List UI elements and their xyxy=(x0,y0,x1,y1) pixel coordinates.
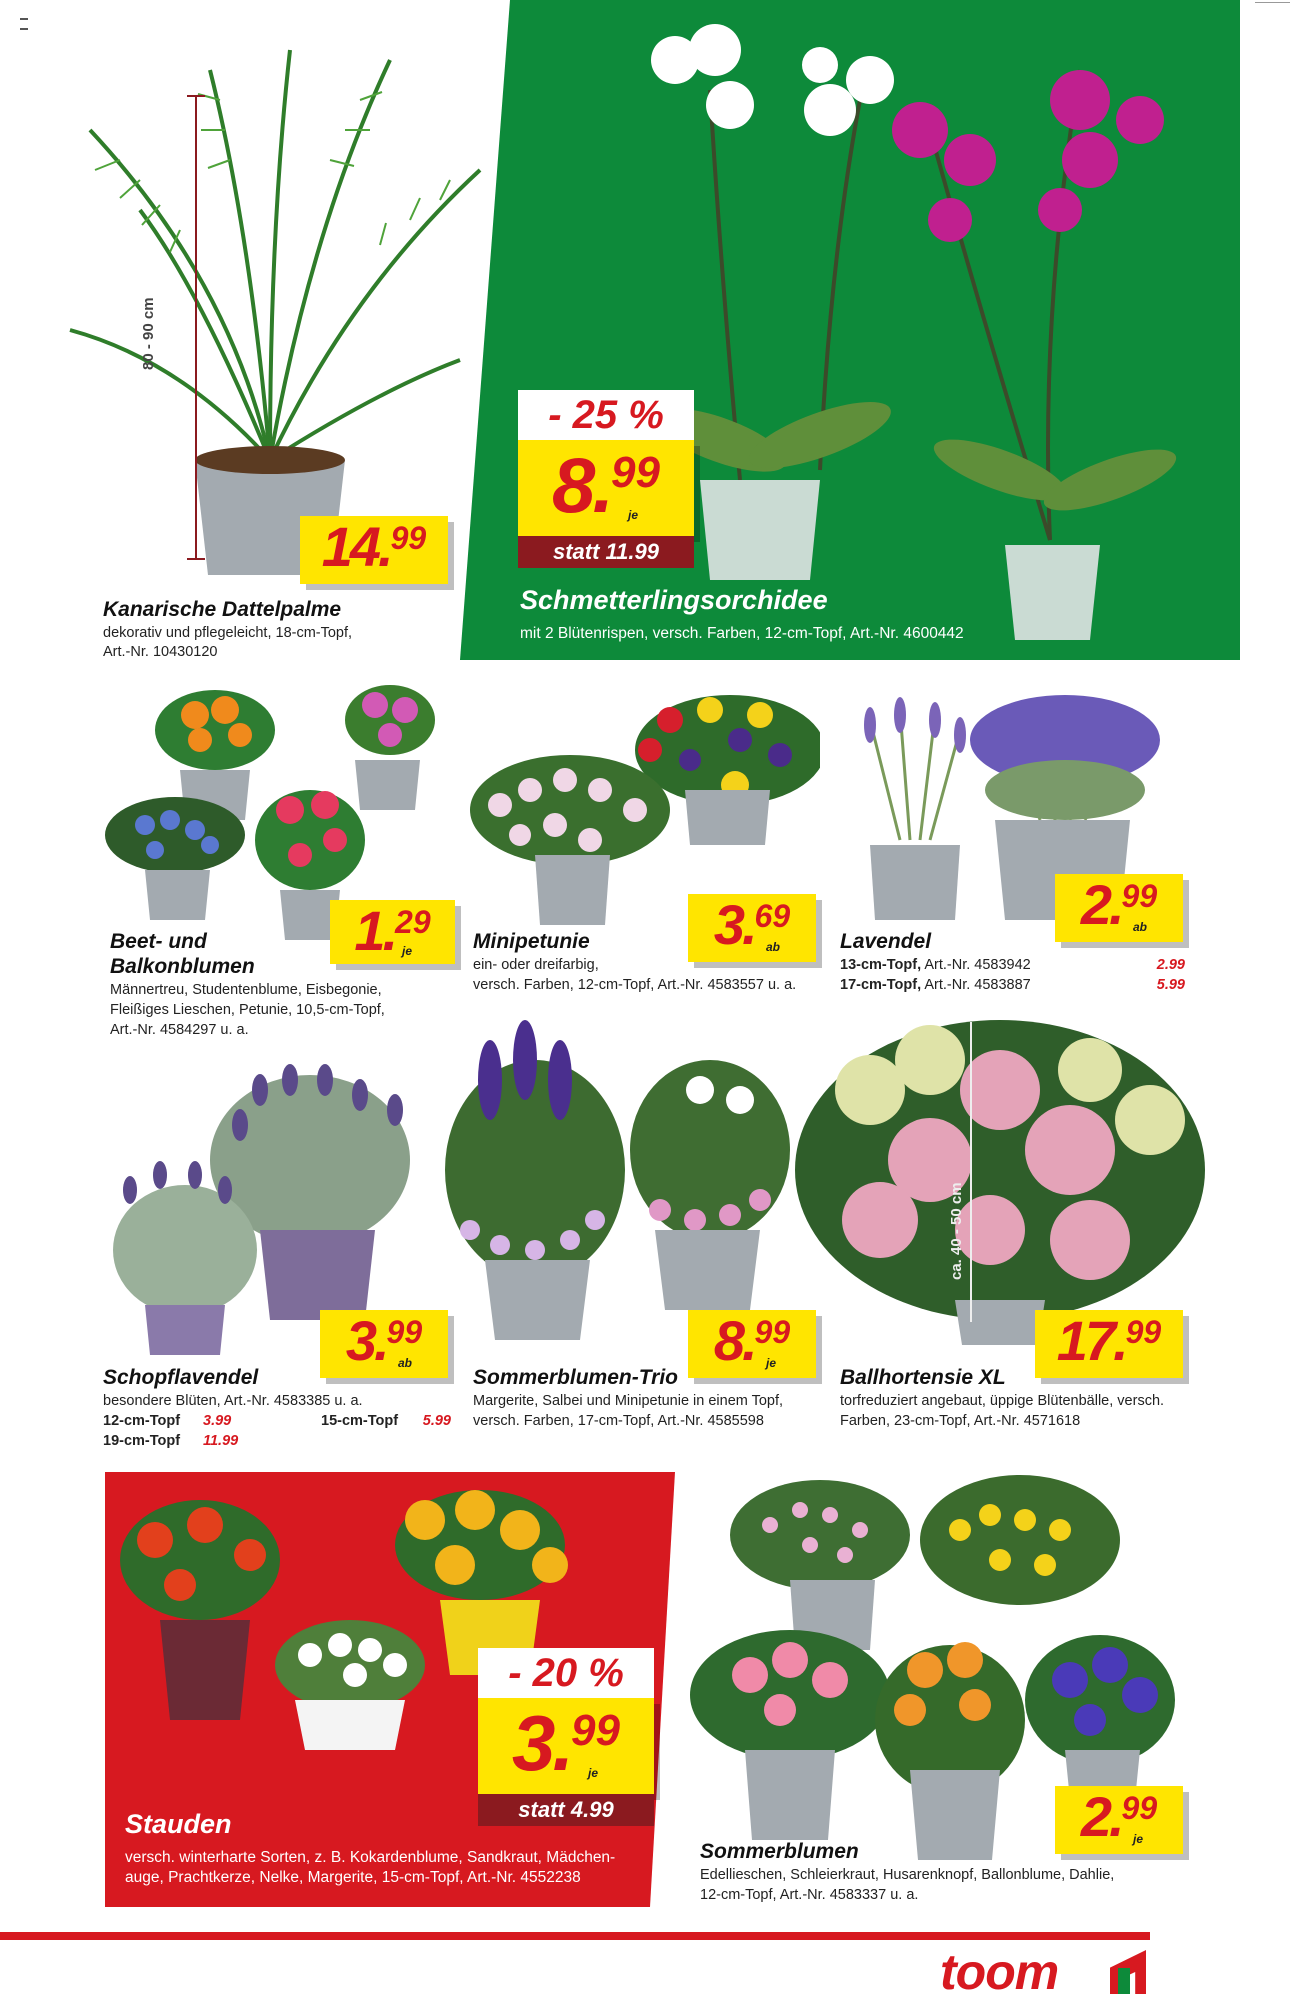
lavendel-price-tag xyxy=(1055,874,1183,942)
price-decimal: 99 xyxy=(611,448,660,497)
beet-name-2: Balkonblumen xyxy=(110,955,255,978)
price-suffix: je xyxy=(766,1356,777,1370)
trio-image xyxy=(440,1020,810,1350)
palm-height-cap-bottom xyxy=(187,558,205,560)
toom-logo: toom xyxy=(940,1944,1059,2000)
palm-image xyxy=(60,30,490,590)
stauden-desc-1: versch. winterharte Sorten, z. B. Kokardenblume, Sandkraut, Mädchen- xyxy=(125,1849,616,1866)
lavendel-price-2: 5.99 xyxy=(1156,977,1185,993)
hortensie-desc-2: Farben, 23-cm-Topf, Art.-Nr. 4571618 xyxy=(840,1413,1081,1429)
price-decimal: 99 xyxy=(571,1706,620,1755)
stauden-desc-2: auge, Prachtkerze, Nelke, Margerite, 15-cm-Topf, Art.-Nr. 4552238 xyxy=(125,1869,581,1886)
price-integer: 8. xyxy=(551,441,612,529)
price-integer: 3. xyxy=(345,1309,387,1372)
trio-name: Sommerblumen-Trio xyxy=(473,1366,678,1389)
stauden-price-tag xyxy=(478,1698,654,1794)
lavendel-size-2: 17-cm-Topf, xyxy=(840,977,922,993)
stauden-name: Stauden xyxy=(125,1809,232,1839)
trio-illustration xyxy=(440,1020,810,1350)
price-integer: 2. xyxy=(1080,1785,1122,1848)
orchid-price-tag xyxy=(518,440,694,536)
minipetunie-name: Minipetunie xyxy=(473,930,590,953)
beet-desc-1: Männertreu, Studentenblume, Eisbegonie, xyxy=(110,982,382,998)
hortensie-price-tag xyxy=(1035,1310,1183,1378)
price-decimal: 29 xyxy=(395,904,431,940)
trio-desc-1: Margerite, Salbei und Minipetunie in einem Topf, xyxy=(473,1393,784,1409)
sommer-price-tag xyxy=(1055,1786,1183,1854)
price-decimal: 99 xyxy=(754,1314,791,1350)
palm-price-tag xyxy=(300,516,448,584)
lavendel-line-1 xyxy=(840,956,1185,975)
schopf-size-row-1 xyxy=(103,1412,451,1431)
lavendel-art-1: Art.-Nr. 4583942 xyxy=(921,957,1031,973)
beet-price-tag xyxy=(330,900,455,964)
hortensie-height-bar xyxy=(970,1022,972,1322)
schopf-size-row-2 xyxy=(103,1432,451,1451)
hortensie-illustration xyxy=(790,1010,1210,1350)
hortensie-desc-1: torfreduziert angebaut, üppige Blütenbälle, versch. xyxy=(840,1393,1165,1409)
beet-name-1: Beet- und xyxy=(110,930,207,953)
lavendel-art-2: Art.-Nr. 4583887 xyxy=(921,977,1031,993)
price-decimal: 99 xyxy=(386,1314,423,1350)
stauden-discount-badge: - 20 % xyxy=(478,1648,654,1698)
palm-height-label: 80 - 90 cm xyxy=(140,297,157,370)
price-decimal: 99 xyxy=(1125,1314,1162,1350)
price-integer: 1. xyxy=(354,899,396,962)
price-suffix: je xyxy=(402,944,413,958)
orchid-desc: mit 2 Blütenrispen, versch. Farben, 12-cm-Topf, Art.-Nr. 4600442 xyxy=(520,625,964,642)
beet-desc-2: Fleißiges Lieschen, Petunie, 10,5-cm-Topf, xyxy=(110,1002,385,1018)
schopf-size-3: 19-cm-Topf xyxy=(103,1433,181,1449)
palm-height-bar xyxy=(195,95,197,560)
minipetunie-desc-2: versch. Farben, 12-cm-Topf, Art.-Nr. 4583557 u. a. xyxy=(473,977,797,993)
sommer-name: Sommerblumen xyxy=(700,1840,859,1863)
lavendel-name: Lavendel xyxy=(840,930,932,953)
sommer-desc-2: 12-cm-Topf, Art.-Nr. 4583337 u. a. xyxy=(700,1887,919,1903)
lavendel-size-1: 13-cm-Topf, xyxy=(840,957,922,973)
lavendel-line-2 xyxy=(840,976,1185,995)
palm-desc-1: dekorativ und pflegeleicht, 18-cm-Topf, xyxy=(103,625,353,641)
palm-name: Kanarische Dattelpalme xyxy=(103,598,342,621)
orchid-image xyxy=(620,10,1200,650)
toom-logo-roof-accent xyxy=(1118,1968,1130,1994)
price-decimal: 99 xyxy=(1121,1790,1158,1826)
price-decimal: 99 xyxy=(1121,878,1158,914)
orchid-old-price: statt 11.99 xyxy=(518,536,694,568)
stauden-old-price: statt 4.99 xyxy=(478,1794,654,1826)
palm-desc-2: Art.-Nr. 10430120 xyxy=(103,644,218,660)
price-integer: 2. xyxy=(1080,873,1122,936)
schopf-size-2: 15-cm-Topf xyxy=(321,1413,399,1429)
schopf-size-2-price: 5.99 xyxy=(422,1413,451,1429)
schopf-name: Schopflavendel xyxy=(103,1366,259,1389)
price-suffix: ab xyxy=(398,1356,413,1370)
price-integer: 14. xyxy=(321,515,391,578)
trio-desc-2: versch. Farben, 17-cm-Topf, Art.-Nr. 4585598 xyxy=(473,1413,764,1429)
price-integer: 3. xyxy=(713,893,755,956)
menu-icon[interactable] xyxy=(20,18,28,30)
top-divider xyxy=(1255,2,1290,3)
footer-red-line xyxy=(0,1932,1150,1940)
orchid-name: Schmetterlingsorchidee xyxy=(520,585,828,615)
sommer-desc-1: Edellieschen, Schleierkraut, Husarenknopf, Ballonblume, Dahlie, xyxy=(700,1867,1115,1883)
price-suffix: je xyxy=(1133,1832,1144,1846)
price-decimal: 69 xyxy=(754,898,791,934)
orchid-illustration xyxy=(620,10,1200,650)
palm-height-cap-top xyxy=(187,95,205,97)
price-decimal: 99 xyxy=(390,520,427,556)
lavendel-price-1: 2.99 xyxy=(1156,957,1185,973)
minipetunie-image xyxy=(460,680,820,930)
price-suffix: ab xyxy=(766,940,781,954)
price-integer: 17. xyxy=(1056,1309,1126,1372)
minipetunie-price-tag xyxy=(688,894,816,962)
beet-desc-3: Art.-Nr. 4584297 u. a. xyxy=(110,1022,249,1038)
hortensie-height-label: ca. 40 - 50 cm xyxy=(948,1182,965,1280)
price-suffix: je xyxy=(628,508,639,522)
hortensie-name: Ballhortensie XL xyxy=(840,1366,1006,1389)
price-integer: 8. xyxy=(713,1309,755,1372)
schopf-size-1-price: 3.99 xyxy=(203,1413,232,1429)
schopf-size-3-price: 11.99 xyxy=(203,1433,239,1449)
minipetunie-illustration xyxy=(460,680,820,930)
price-suffix: je xyxy=(588,1766,599,1780)
minipetunie-desc-1: ein- oder dreifarbig, xyxy=(473,957,599,973)
schopf-size-1: 12-cm-Topf xyxy=(103,1413,181,1429)
schopf-desc: besondere Blüten, Art.-Nr. 4583385 u. a. xyxy=(103,1393,363,1409)
schopf-price-tag xyxy=(320,1310,448,1378)
price-suffix: ab xyxy=(1133,920,1148,934)
palm-illustration xyxy=(60,30,490,590)
hortensie-image xyxy=(790,1010,1210,1350)
price-integer: 3. xyxy=(511,1699,572,1787)
orchid-discount-badge: - 25 % xyxy=(518,390,694,440)
